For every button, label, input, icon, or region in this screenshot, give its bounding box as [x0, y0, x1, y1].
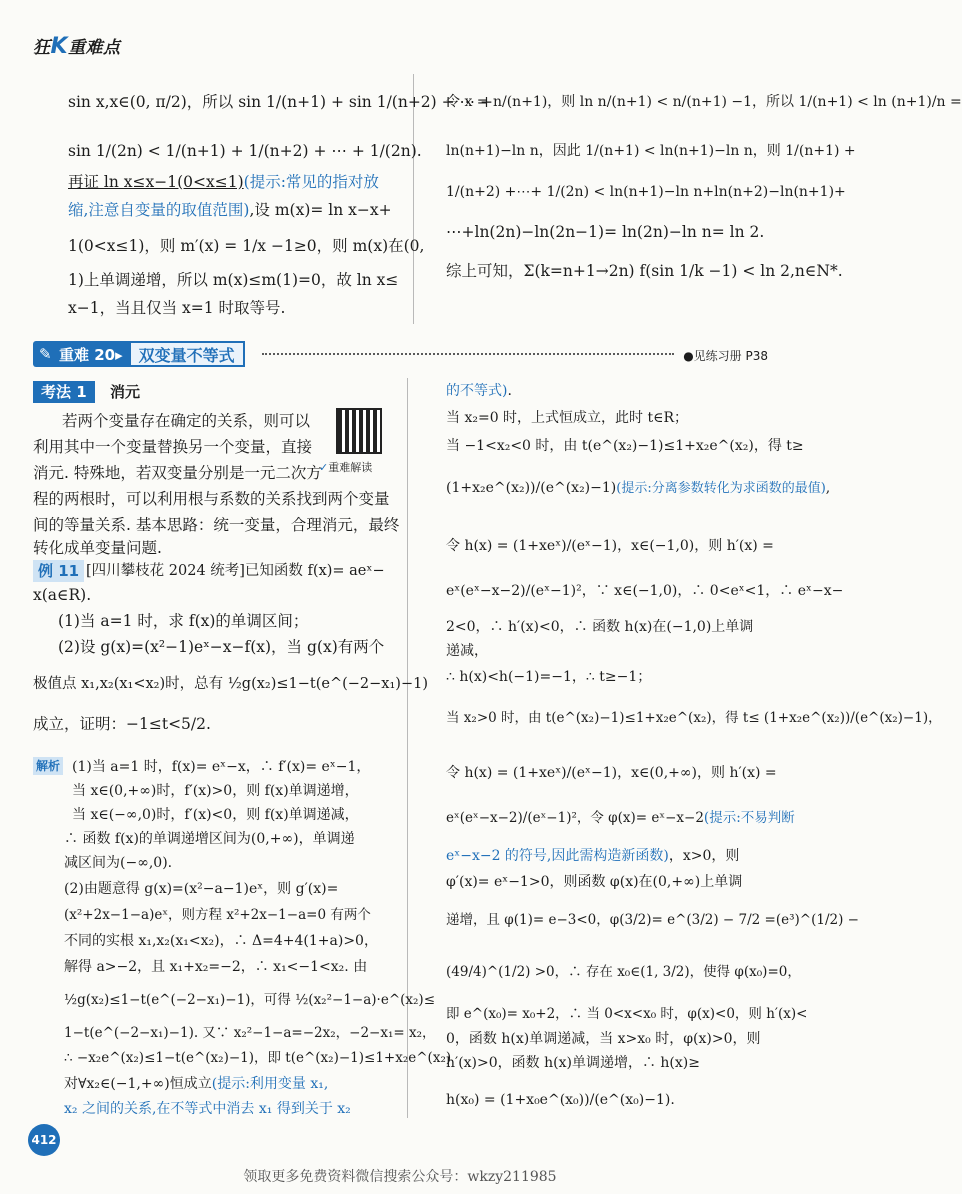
hint-text: (提示:分离参数转化为求函数的最值) [616, 481, 826, 496]
see-exercise-link[interactable]: ●见练习册 P38 [683, 349, 768, 363]
text-span: 再证 ln x≤x−1(0<x≤1) [68, 173, 244, 191]
text-line: ⋯+ln(2n)−ln(2n−1)= ln(2n)−ln n= ln 2. [446, 223, 765, 241]
text-span: 对∀x₂∈(−1,+∞)恒成立 [64, 1076, 212, 1092]
text-line [446, 478, 830, 499]
text-line: 令 h(x) = (1+xeˣ)/(eˣ−1)，x∈(0,+∞)，则 h′(x) = [446, 765, 777, 781]
text-line: [四川攀枝花 2024 统考]已知函数 f(x)= aeˣ− [86, 563, 385, 579]
text-line [64, 1099, 351, 1119]
text-line: 1−t(e^(−2−x₁)−1). 又∵ x₂²−1−a=−2x₂，−2−x₁= x₂， [64, 1025, 436, 1041]
section-badge [33, 341, 131, 367]
text-line: 综上可知，Σ(k=n+1→2n) f(sin 1/k −1) < ln 2,n∈N*. [446, 262, 843, 280]
text-line: 1/(n+2) +⋯+ 1/(2n) < ln(n+1)−ln n+ln(n+2)−ln(n+1)+ [446, 184, 846, 200]
text-line [446, 808, 795, 828]
method-title: 消元 [110, 383, 141, 401]
text-line: 递减， [446, 643, 488, 659]
text-line: 令 x = n/(n+1)，则 ln n/(n+1) < n/(n+1) −1，所以 1/(n+1) < ln (n+1)/n = [446, 94, 962, 110]
footer-watermark: 领取更多免费资料微信搜索公众号：wkzy211985 [243, 1169, 557, 1185]
text-line: 解得 a>−2，且 x₁+x₂=−2，∴ x₁<−1<x₂. 由 [64, 959, 368, 975]
text-line: 极值点 x₁,x₂(x₁<x₂)时，总有 ½g(x₂)≤1−t(e^(−2−x₁)−1) [33, 676, 428, 692]
text-line: 1)上单调递增，所以 m(x)≤m(1)=0，故 ln x≤ [68, 271, 399, 289]
section-topic: 双变量不等式 [131, 341, 245, 367]
text-line [64, 1074, 328, 1094]
check-icon: ✓ [319, 461, 329, 474]
solution-tag: 解析 [33, 757, 63, 775]
text-line: ln(n+1)−ln n，因此 1/(n+1) < ln(n+1)−ln n，则 1/(n+1) + [446, 143, 856, 159]
text-span: . [507, 383, 512, 399]
text-line: 减区间为(−∞,0). [64, 855, 173, 871]
section-badge-label: 重难 20▸ [59, 345, 123, 364]
hint-text: x₂ 之间的关系,在不等式中消去 x₁ 得到关于 x₂ [64, 1101, 351, 1117]
text-line: h(x₀) = (1+x₀e^(x₀))/(e^(x₀)−1). [446, 1092, 675, 1108]
text-line [68, 200, 392, 220]
text-line: 当 x₂=0 时，上式恒成立，此时 t∈R； [446, 410, 689, 426]
text-line: 利用其中一个变量替换另一个变量，直接 [33, 438, 313, 456]
text-line: (1)当 a=1 时，f(x)= eˣ−x，∴ f′(x)= eˣ−1， [72, 759, 371, 775]
text-line: (2)由题意得 g(x)=(x²−a−1)eˣ，则 g′(x)= [64, 881, 339, 897]
text-line: sin x,x∈(0, π/2)，所以 sin 1/(n+1) + sin 1/(n+2) + ⋯ + [68, 93, 493, 111]
text-line [446, 846, 739, 866]
text-line: 即 e^(x₀)= x₀+2，∴ 当 0<x<x₀ 时，φ(x)<0，则 h′(x)< [446, 1006, 808, 1022]
text-line: 当 −1<x₂<0 时，由 t(e^(x₂)−1)≤1+x₂e^(x₂)，得 t≥ [446, 438, 804, 454]
text-line: 成立，证明：−1≤t<5/2. [33, 715, 211, 733]
hint-text: eˣ−x−2 的符号,因此需构造新函数) [446, 848, 669, 864]
text-line: 间的等量关系. 基本思路：统一变量，合理消元，最终 [33, 516, 400, 534]
text-line: ∴ 函数 f(x)的单调递增区间为(0,+∞)，单调递 [64, 831, 355, 847]
hint-text: (提示:常见的指对放 [243, 173, 379, 191]
text-span: eˣ(eˣ−x−2)/(eˣ−1)²，令 φ(x)= eˣ−x−2 [446, 810, 704, 826]
text-line: 当 x₂>0 时，由 t(e^(x₂)−1)≤1+x₂e^(x₂)，得 t≤ (1+x₂e^(x₂))/(e^(x₂)−1)， [446, 710, 942, 726]
text-line: (2)设 g(x)=(x²−1)eˣ−x−f(x)，当 g(x)有两个 [58, 638, 385, 656]
text-line: 转化成单变量问题. [33, 539, 162, 557]
hint-text: (提示:利用变量 x₁, [211, 1076, 329, 1092]
text-line: ∴ −x₂e^(x₂)≤1−t(e^(x₂)−1)，即 t(e^(x₂)−1)≤1+x₂e^(x₂) [64, 1050, 452, 1066]
logo-prefix: 狂 [33, 38, 51, 58]
qr-code[interactable] [336, 408, 382, 454]
text-line: 程的两根时，可以利用根与系数的关系找到两个变量 [33, 490, 390, 508]
hint-text: (提示:不易判断 [703, 810, 795, 826]
logo-suffix: 重难点 [68, 38, 121, 58]
text-line: 不同的实根 x₁,x₂(x₁<x₂)，∴ Δ=4+4(1+a)>0， [64, 933, 378, 949]
text-line: sin 1/(2n) < 1/(n+1) + 1/(n+2) + ⋯ + 1/(2n). [68, 142, 422, 160]
text-line: 当 x∈(−∞,0)时，f′(x)<0，则 f(x)单调递减， [72, 807, 359, 823]
hint-text: 缩,注意自变量的取值范围) [68, 201, 250, 219]
logo-k: K [50, 34, 69, 59]
text-line: ∴ h(x)<h(−1)=−1，∴ t≥−1； [446, 669, 652, 685]
text-line: eˣ(eˣ−x−2)/(eˣ−1)²，∵ x∈(−1,0)，∴ 0<eˣ<1，∴ eˣ−x− [446, 583, 844, 599]
text-line: 若两个变量存在确定的关系，则可以 [62, 412, 311, 430]
qr-label-text: 重难解读 [328, 461, 373, 474]
text-line: 1(0<x≤1)，则 m′(x) = 1/x −1≥0，则 m(x)在(0, [68, 237, 425, 255]
text-line: x−1，当且仅当 x=1 时取等号. [68, 299, 286, 317]
text-span: ，x>0，则 [668, 848, 740, 864]
text-line: 2<0，∴ h′(x)<0，∴ 函数 h(x)在(−1,0)上单调 [446, 619, 754, 635]
text-line: (x²+2x−1−a)eˣ，则方程 x²+2x−1−a=0 有两个 [64, 907, 371, 923]
section-dotted-rule [262, 353, 674, 355]
text-line: x(a∈R). [33, 586, 92, 604]
text-span: , [825, 480, 831, 496]
text-line: h′(x)>0，函数 h(x)单调递增，∴ h(x)≥ [446, 1055, 700, 1071]
book-logo [33, 33, 121, 59]
hint-text: 的不等式) [446, 383, 508, 399]
text-line: 令 h(x) = (1+xeˣ)/(eˣ−1)，x∈(−1,0)，则 h′(x) = [446, 538, 774, 554]
section-banner [33, 339, 257, 369]
pen-icon: ✎ [39, 345, 52, 363]
text-line: 0，函数 h(x)单调递减，当 x>x₀ 时，φ(x)>0，则 [446, 1031, 761, 1047]
example-tag: 例 11 [33, 560, 84, 582]
text-line: (49/4)^(1/2) >0，∴ 存在 x₀∈(1, 3/2)，使得 φ(x₀)=0， [446, 964, 801, 980]
text-line: φ′(x)= eˣ−1>0，则函数 φ(x)在(0,+∞)上单调 [446, 874, 743, 890]
text-line: ½g(x₂)≤1−t(e^(−2−x₁)−1)，可得 ½(x₂²−1−a)·e^(x₂)≤ [64, 992, 435, 1008]
text-line: 当 x∈(0,+∞)时，f′(x)>0，则 f(x)单调递增， [72, 783, 359, 799]
qr-label [319, 459, 372, 475]
text-line: (1)当 a=1 时，求 f(x)的单调区间； [58, 612, 309, 630]
text-span: (1+x₂e^(x₂))/(e^(x₂)−1) [446, 480, 617, 496]
text-line [68, 172, 379, 192]
text-span: ,设 m(x)= ln x−x+ [249, 201, 392, 219]
method-tag: 考法 1 [33, 381, 95, 403]
text-line [446, 381, 512, 401]
page-number: 412 [28, 1124, 60, 1156]
text-line: 递增，且 φ(1)= e−3<0，φ(3/2)= e^(3/2) − 7/2 =(e³)^(1/2) − [446, 912, 859, 928]
text-line: 消元. 特殊地，若双变量分别是一元二次方 [33, 464, 322, 482]
